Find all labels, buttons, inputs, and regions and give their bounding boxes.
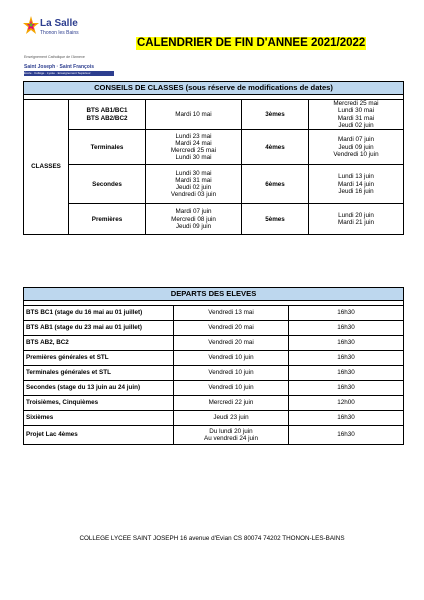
level-dates: Mercredi 25 mai Lundi 30 mai Mardi 31 mai Jeudi 02 juin <box>309 100 404 130</box>
depart-time: 16h30 <box>289 351 404 366</box>
class-name: Secondes <box>69 165 146 204</box>
class-dates: Lundi 30 mai Mardi 31 mai Jeudi 02 juin Vendredi 03 juin <box>146 165 242 204</box>
depart-time: 16h30 <box>289 306 404 321</box>
level-dates: Mardi 07 juin Jeudi 09 juin Vendredi 10 juin <box>309 130 404 165</box>
depart-date: Vendredi 20 mai <box>174 336 289 351</box>
depart-time: 16h30 <box>289 426 404 445</box>
table-row <box>24 204 404 235</box>
depart-date: Vendredi 13 mai <box>174 306 289 321</box>
departs-table <box>23 287 404 445</box>
class-dates: Lundi 23 mai Mardi 24 mai Mercredi 25 mai Lundi 30 mai <box>146 130 242 165</box>
class-dates: Mardi 07 juin Mercredi 08 juin Jeudi 09 juin <box>146 204 242 235</box>
level-name: 6èmes <box>242 165 309 204</box>
logo-bar: École · Collège · Lycée · Enseignement Supérieur <box>24 71 114 76</box>
class-name: Terminales <box>69 130 146 165</box>
depart-class: BTS AB1 (stage du 23 mai au 01 juillet) <box>24 321 174 336</box>
depart-class: BTS AB2, BC2 <box>24 336 174 351</box>
depart-date: Jeudi 23 juin <box>174 411 289 426</box>
depart-date: Vendredi 20 mai <box>174 321 289 336</box>
level-dates: Lundi 13 juin Mardi 14 juin Jeudi 16 juin <box>309 165 404 204</box>
class-dates: Mardi 10 mai <box>146 100 242 130</box>
level-name: 5èmes <box>242 204 309 235</box>
table-row <box>24 306 404 321</box>
table-row <box>24 396 404 411</box>
depart-date: Vendredi 10 juin <box>174 381 289 396</box>
conseils-table <box>23 81 404 235</box>
depart-class: Projet Lac 4èmes <box>24 426 174 445</box>
logo-subtitle: Thonon les Bains <box>40 30 79 36</box>
depart-class: Sixièmes <box>24 411 174 426</box>
depart-class: Secondes (stage du 13 juin au 24 juin) <box>24 381 174 396</box>
depart-date: Vendredi 10 juin <box>174 366 289 381</box>
class-name: BTS AB1/BC1 BTS AB2/BC2 <box>69 100 146 130</box>
depart-class: BTS BC1 (stage du 16 mai au 01 juillet) <box>24 306 174 321</box>
logo-name: La Salle <box>40 18 78 29</box>
footer-address: COLLEGE LYCEE SAINT JOSEPH 16 avenue d'Evian CS 80074 74202 THONON-LES-BAINS <box>79 535 345 542</box>
depart-class: Troisièmes, Cinquièmes <box>24 396 174 411</box>
logo-small-text: Enseignement Catholique de l'Annexe <box>24 55 85 59</box>
depart-date: Vendredi 10 juin <box>174 351 289 366</box>
table-row <box>24 366 404 381</box>
conseils-header: CONSEILS DE CLASSES (sous réserve de modifications de dates) <box>24 82 404 95</box>
page-title: CALENDRIER DE FIN D'ANNEE 2021/2022 <box>137 37 366 49</box>
table-row <box>24 351 404 366</box>
table-row <box>24 336 404 351</box>
table-row <box>24 165 404 204</box>
logo-school-name: Saint Joseph · Saint François <box>24 64 95 70</box>
depart-time: 16h30 <box>289 321 404 336</box>
table-row <box>24 130 404 165</box>
departs-header: DEPARTS DES ELEVES <box>24 288 404 301</box>
level-dates: Lundi 20 juin Mardi 21 juin <box>309 204 404 235</box>
depart-time: 16h30 <box>289 336 404 351</box>
table-row <box>24 321 404 336</box>
classes-label: CLASSES <box>24 100 69 235</box>
depart-date: Mercredi 22 juin <box>174 396 289 411</box>
table-row <box>24 381 404 396</box>
table-row <box>24 411 404 426</box>
depart-time: 12h00 <box>289 396 404 411</box>
depart-time: 16h30 <box>289 411 404 426</box>
class-name: Premières <box>69 204 146 235</box>
level-name: 4èmes <box>242 130 309 165</box>
depart-class: Premières générales et STL <box>24 351 174 366</box>
depart-time: 16h30 <box>289 381 404 396</box>
table-row <box>24 100 404 130</box>
school-logo <box>22 14 114 80</box>
star-icon <box>22 14 40 38</box>
level-name: 3èmes <box>242 100 309 130</box>
depart-time: 16h30 <box>289 366 404 381</box>
depart-class: Terminales générales et STL <box>24 366 174 381</box>
table-row <box>24 426 404 445</box>
depart-date: Du lundi 20 juin Au vendredi 24 juin <box>174 426 289 445</box>
